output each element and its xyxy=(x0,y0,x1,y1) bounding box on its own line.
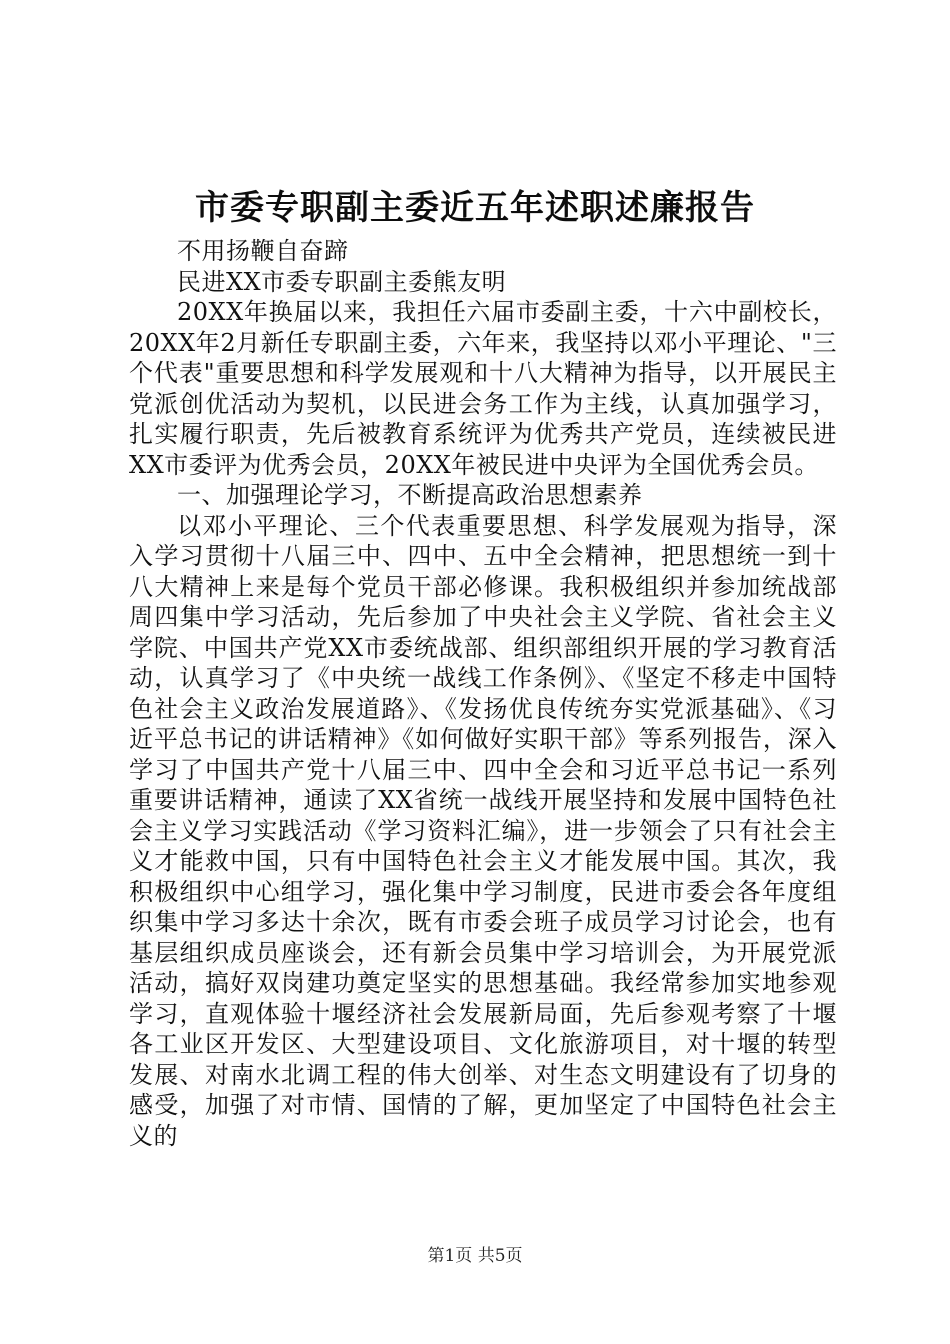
subtitle-line: 不用扬鞭自奋蹄 xyxy=(177,237,349,265)
page-footer: 第1页 共5页 xyxy=(427,1246,523,1266)
body-paragraph: 以邓小平理论、三个代表重要思想、科学发展观为指导，深入学习贯彻十八届三中、四中、五中全会精神，把思想统一到十八大精神上来是每个党员干部必修课。我积极组织并参加统战部周四集中学习活动，先后参加了中央社会主义学院、省社会主义学院、中国共产党XX市委统战部、组织部组织开展的学习教育活动，认真学习了《中央统一战线工作条例》、《坚定不移走中国特色社会主义政治发展道路》、《发扬优良传统夯实党派基础》、《习近平总书记的讲话精神》《如何做好实职干部》等系列报告，深入学习了中国共产党十八届三中、四中全会和习近平总书记一系列重要讲话精神，通读了XX省统一战线开展坚持和发展中国特色社会主义学习实践活动《学习资料汇编》，进一步领会了只有社会主义才能救中国，只有中国特色社会主义才能发展中国。其次，我积极组织中心组学习，强化集中学习制度，民进市委会各年度组织集中学习多达十余次，既有市委会班子成员学习讨论会，也有基层组织成员座谈会，还有新会员集中学习培训会，为开展党派活动，搞好双岗建功奠定坚实的思想基础。我经常参加实地参观学习，直观体验十堰经济社会发展新局面，先后参观考察了十堰各工业区开发区、大型建设项目、文化旅游项目，对十堰的转型发展、对南水北调工程的伟大创举、对生态文明建设有了切身的感受，加强了对市情、国情的了解，更加坚定了中国特色社会主义的 xyxy=(129,511,837,1150)
author-line: 民进XX市委专职副主委熊友明 xyxy=(177,267,507,296)
document-title: 市委专职副主委近五年述职述廉报告 xyxy=(195,188,755,228)
section-heading: 一、加强理论学习，不断提高政治思想素养 xyxy=(177,481,643,509)
document-body xyxy=(129,236,837,1151)
intro-paragraph: 20XX年换届以来，我担任六届市委副主委，十六中副校长，20XX年2月新任专职副主委，六年来，我坚持以邓小平理论、"三个代表"重要思想和科学发展观和十八大精神为指导，以开展民主党派创优活动为契机，以民进会务工作为主线，认真加强学习，扎实履行职责，先后被教育系统评为优秀共产党员，连续被民进XX市委评为优秀会员，20XX年被民进中央评为全国优秀会员。 xyxy=(129,298,837,479)
